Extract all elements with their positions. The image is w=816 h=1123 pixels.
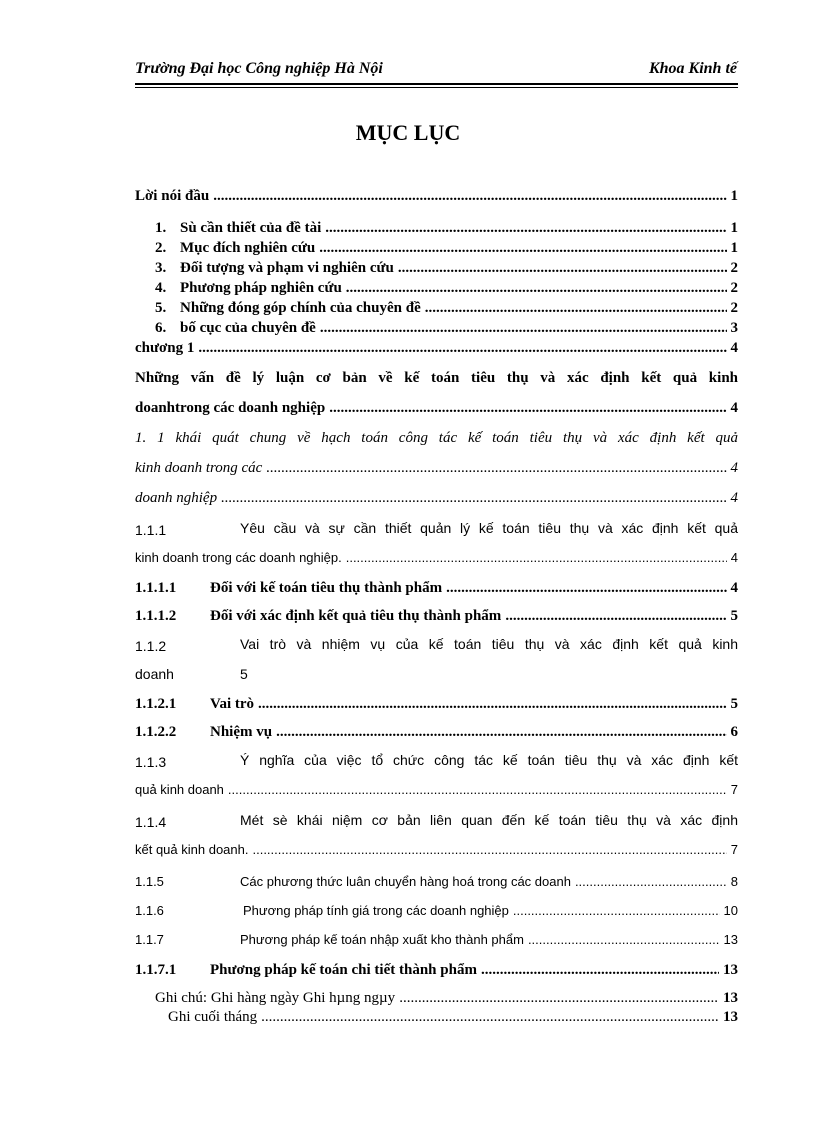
toc-leader bbox=[481, 962, 719, 979]
toc-leader bbox=[398, 260, 727, 277]
toc-entry-item-2[interactable] bbox=[155, 240, 738, 257]
toc-page-number: 13 bbox=[723, 1009, 738, 1025]
toc-entry-item-3[interactable] bbox=[155, 260, 738, 277]
toc-entry-section-1-1-2-1[interactable] bbox=[135, 696, 738, 713]
toc-leader bbox=[276, 724, 726, 741]
toc-section-number: 1.1.1 bbox=[135, 522, 167, 538]
toc-entry-label: Đối với xác định kết quả tiêu thụ thành phẩm bbox=[210, 608, 502, 624]
toc-entry-item-1[interactable] bbox=[155, 220, 738, 237]
toc-page-number: 4 bbox=[730, 550, 738, 565]
toc-entry-label: Đối với kế toán tiêu thụ thành phẩm bbox=[210, 580, 443, 596]
toc-leader bbox=[252, 842, 726, 857]
toc-entry-number: 3. bbox=[155, 260, 167, 276]
toc-section-number: 1.1.4 bbox=[135, 814, 167, 830]
toc-entry-label: Mục đích nghiên cứu bbox=[180, 240, 316, 256]
toc-page-number: 8 bbox=[730, 874, 738, 889]
toc-leader bbox=[346, 280, 727, 297]
toc-page-number: 5 bbox=[730, 696, 738, 712]
toc-entry-label: Phương pháp nghiên cứu bbox=[180, 280, 342, 296]
toc-page-number: 7 bbox=[730, 782, 738, 797]
toc-entry-section-1-1-4[interactable] bbox=[135, 842, 738, 857]
toc-entry-label: Vai trò bbox=[210, 696, 255, 712]
toc-entry-label: bố cục của chuyên đề bbox=[180, 320, 316, 336]
toc-entry-note-end-of-month[interactable] bbox=[168, 1009, 738, 1026]
toc-leader bbox=[446, 580, 726, 597]
toc-entry-label: Phương pháp tính giá trong các doanh nghiệp bbox=[243, 903, 509, 918]
toc-page-number: 5 bbox=[730, 608, 738, 624]
toc-entry-section-1-1-5[interactable] bbox=[135, 874, 738, 889]
toc-entry-foreword[interactable] bbox=[135, 188, 738, 205]
toc-page-number: 4 bbox=[730, 460, 738, 476]
header-school: Trường Đại học Công nghiệp Hà Nội bbox=[135, 60, 383, 77]
toc-leader bbox=[221, 490, 726, 507]
toc-page-number: 1 bbox=[730, 188, 738, 204]
toc-leader bbox=[505, 608, 726, 625]
toc-page-number: 4 bbox=[730, 340, 738, 356]
toc-page-number: 13 bbox=[723, 962, 738, 978]
toc-entry-label: Lời nói đầu bbox=[135, 188, 210, 204]
toc-entry-label: kết quả kinh doanh. bbox=[135, 842, 249, 857]
toc-entry-number: 6. bbox=[155, 320, 167, 336]
toc-section-number: 1.1.3 bbox=[135, 754, 167, 770]
toc-page-number: 13 bbox=[723, 990, 738, 1006]
toc-leader bbox=[228, 782, 727, 797]
toc-leader bbox=[329, 400, 726, 417]
toc-page-number: 1 bbox=[730, 220, 738, 236]
toc-entry-section-1-1-2-2[interactable] bbox=[135, 724, 738, 741]
toc-section-1-1-2-line2[interactable]: doanh bbox=[135, 666, 174, 682]
toc-page-number: 2 bbox=[730, 300, 738, 316]
toc-section-1-1-2-line1[interactable]: Vai trò và nhiệm vụ của kế toán tiêu thụ và xác định kết quả kinh bbox=[240, 636, 738, 652]
header-rule bbox=[135, 83, 738, 85]
toc-entry-label: Sù cần thiết của đề tài bbox=[180, 220, 322, 236]
toc-entry-note[interactable] bbox=[155, 990, 738, 1007]
toc-entry-number: 1.1.1.1 bbox=[135, 580, 177, 596]
toc-entry-label: Các phương thức luân chuyển hàng hoá trong các doanh bbox=[240, 874, 571, 889]
toc-section-1-1-line1[interactable]: 1. 1 khái quát chung về hạch toán công tác kế toán tiêu thụ và xác định kết quả bbox=[135, 430, 738, 446]
toc-entry-item-6[interactable] bbox=[155, 320, 738, 337]
toc-entry-number: 1.1.6 bbox=[135, 903, 164, 918]
toc-entry-label: Những đóng góp chính của chuyên đề bbox=[180, 300, 421, 316]
toc-leader bbox=[266, 460, 726, 477]
toc-entry-item-4[interactable] bbox=[155, 280, 738, 297]
page-header bbox=[135, 60, 737, 84]
toc-page-number: 6 bbox=[730, 724, 738, 740]
toc-entry-section-1-1-1-2[interactable] bbox=[135, 608, 738, 625]
toc-leader bbox=[399, 990, 719, 1007]
toc-leader bbox=[425, 300, 727, 317]
toc-entry-label: quả kinh doanh bbox=[135, 782, 224, 797]
toc-entry-section-1-1-7[interactable] bbox=[135, 932, 738, 947]
toc-entry-section-1-1[interactable] bbox=[135, 460, 738, 477]
header-rule-thin bbox=[135, 87, 738, 88]
toc-entry-number: 5. bbox=[155, 300, 167, 316]
toc-entry-section-1-1-1-1[interactable] bbox=[135, 580, 738, 597]
toc-entry-section-1-1-3[interactable] bbox=[135, 782, 738, 797]
toc-entry-number: 1. bbox=[155, 220, 167, 236]
toc-entry-section-1-1-6[interactable] bbox=[135, 903, 738, 918]
toc-page-number: 13 bbox=[723, 932, 738, 947]
toc-entry-number: 1.1.2.1 bbox=[135, 696, 177, 712]
toc-entry-label: Phương pháp kế toán nhập xuất kho thành phẩm bbox=[240, 932, 524, 947]
toc-entry-number: 4. bbox=[155, 280, 167, 296]
toc-section-1-1-1-line1[interactable]: Yêu cầu và sự cần thiết quản lý kế toán tiêu thụ và xác định kết quả bbox=[240, 520, 738, 536]
toc-leader bbox=[258, 696, 726, 713]
toc-entry-label: Ghi cuối tháng bbox=[168, 1009, 258, 1025]
toc-entry-label: doanhtrong các doanh nghiệp bbox=[135, 400, 326, 416]
toc-leader bbox=[325, 220, 726, 237]
toc-page-number: 2 bbox=[730, 260, 738, 276]
toc-entry-item-5[interactable] bbox=[155, 300, 738, 317]
toc-page-number: 10 bbox=[723, 903, 738, 918]
toc-chapter-title-line1[interactable]: Những vấn đề lý luận cơ bản về kế toán tiêu thụ và xác định kết quả kinh bbox=[135, 370, 738, 386]
toc-page-number: 1 bbox=[730, 240, 738, 256]
toc-entry-label: Đối tượng và phạm vi nghiên cứu bbox=[180, 260, 394, 276]
toc-leader bbox=[346, 550, 727, 565]
toc-page-number: 5 bbox=[240, 666, 248, 682]
toc-entry-chapter-title[interactable] bbox=[135, 400, 738, 417]
toc-page-number: 4 bbox=[730, 400, 738, 416]
toc-leader bbox=[513, 903, 720, 918]
toc-leader bbox=[528, 932, 720, 947]
header-faculty: Khoa Kinh tế bbox=[648, 60, 737, 77]
toc-entry-label: doanh nghiệp bbox=[135, 490, 218, 506]
toc-leader bbox=[575, 874, 727, 889]
toc-entry-label: chương 1 bbox=[135, 340, 195, 356]
toc-entry-section-1-1-7-1[interactable] bbox=[135, 962, 738, 979]
toc-page-number: 4 bbox=[730, 580, 738, 596]
toc-entry-label: Nhiệm vụ bbox=[210, 724, 273, 740]
toc-entry-number: 1.1.7.1 bbox=[135, 962, 177, 978]
toc-entry-number: 1.1.7 bbox=[135, 932, 164, 947]
toc-entry-section-1-1-1[interactable] bbox=[135, 550, 738, 565]
toc-leader bbox=[319, 240, 726, 257]
toc-entry-label: Phương pháp kế toán chi tiết thành phẩm bbox=[210, 962, 477, 978]
toc-entry-number: 1.1.2.2 bbox=[135, 724, 177, 740]
toc-section-1-1-3-line1[interactable]: Ý nghĩa của việc tổ chức công tác kế toán tiêu thụ và xác định kết bbox=[240, 752, 738, 768]
toc-leader bbox=[213, 188, 726, 205]
toc-section-1-1-4-line1[interactable]: Mét sè khái niệm cơ bản liên quan đến kế toán tiêu thụ và xác định bbox=[240, 812, 738, 828]
toc-entry-label: kinh doanh trong các bbox=[135, 460, 263, 476]
toc-page-number: 4 bbox=[730, 490, 738, 506]
toc-entry-chapter-1[interactable] bbox=[135, 340, 738, 357]
toc-entry-number: 2. bbox=[155, 240, 167, 256]
toc-entry-label: Ghi chú: Ghi hàng ngày Ghi hµng ngµy bbox=[155, 990, 396, 1006]
toc-entry-label: kinh doanh trong các doanh nghiệp. bbox=[135, 550, 342, 565]
toc-leader bbox=[261, 1009, 719, 1026]
toc-entry-number: 1.1.1.2 bbox=[135, 608, 177, 624]
toc-page-number: 2 bbox=[730, 280, 738, 296]
page-title: MỤC LỤC bbox=[355, 120, 461, 145]
toc-page-number: 7 bbox=[730, 842, 738, 857]
toc-leader bbox=[198, 340, 726, 357]
toc-entry-section-1-1-cont[interactable] bbox=[135, 490, 738, 507]
toc-page-number: 3 bbox=[730, 320, 738, 336]
toc-leader bbox=[320, 320, 727, 337]
toc-section-number: 1.1.2 bbox=[135, 638, 167, 654]
toc-entry-number: 1.1.5 bbox=[135, 874, 164, 889]
